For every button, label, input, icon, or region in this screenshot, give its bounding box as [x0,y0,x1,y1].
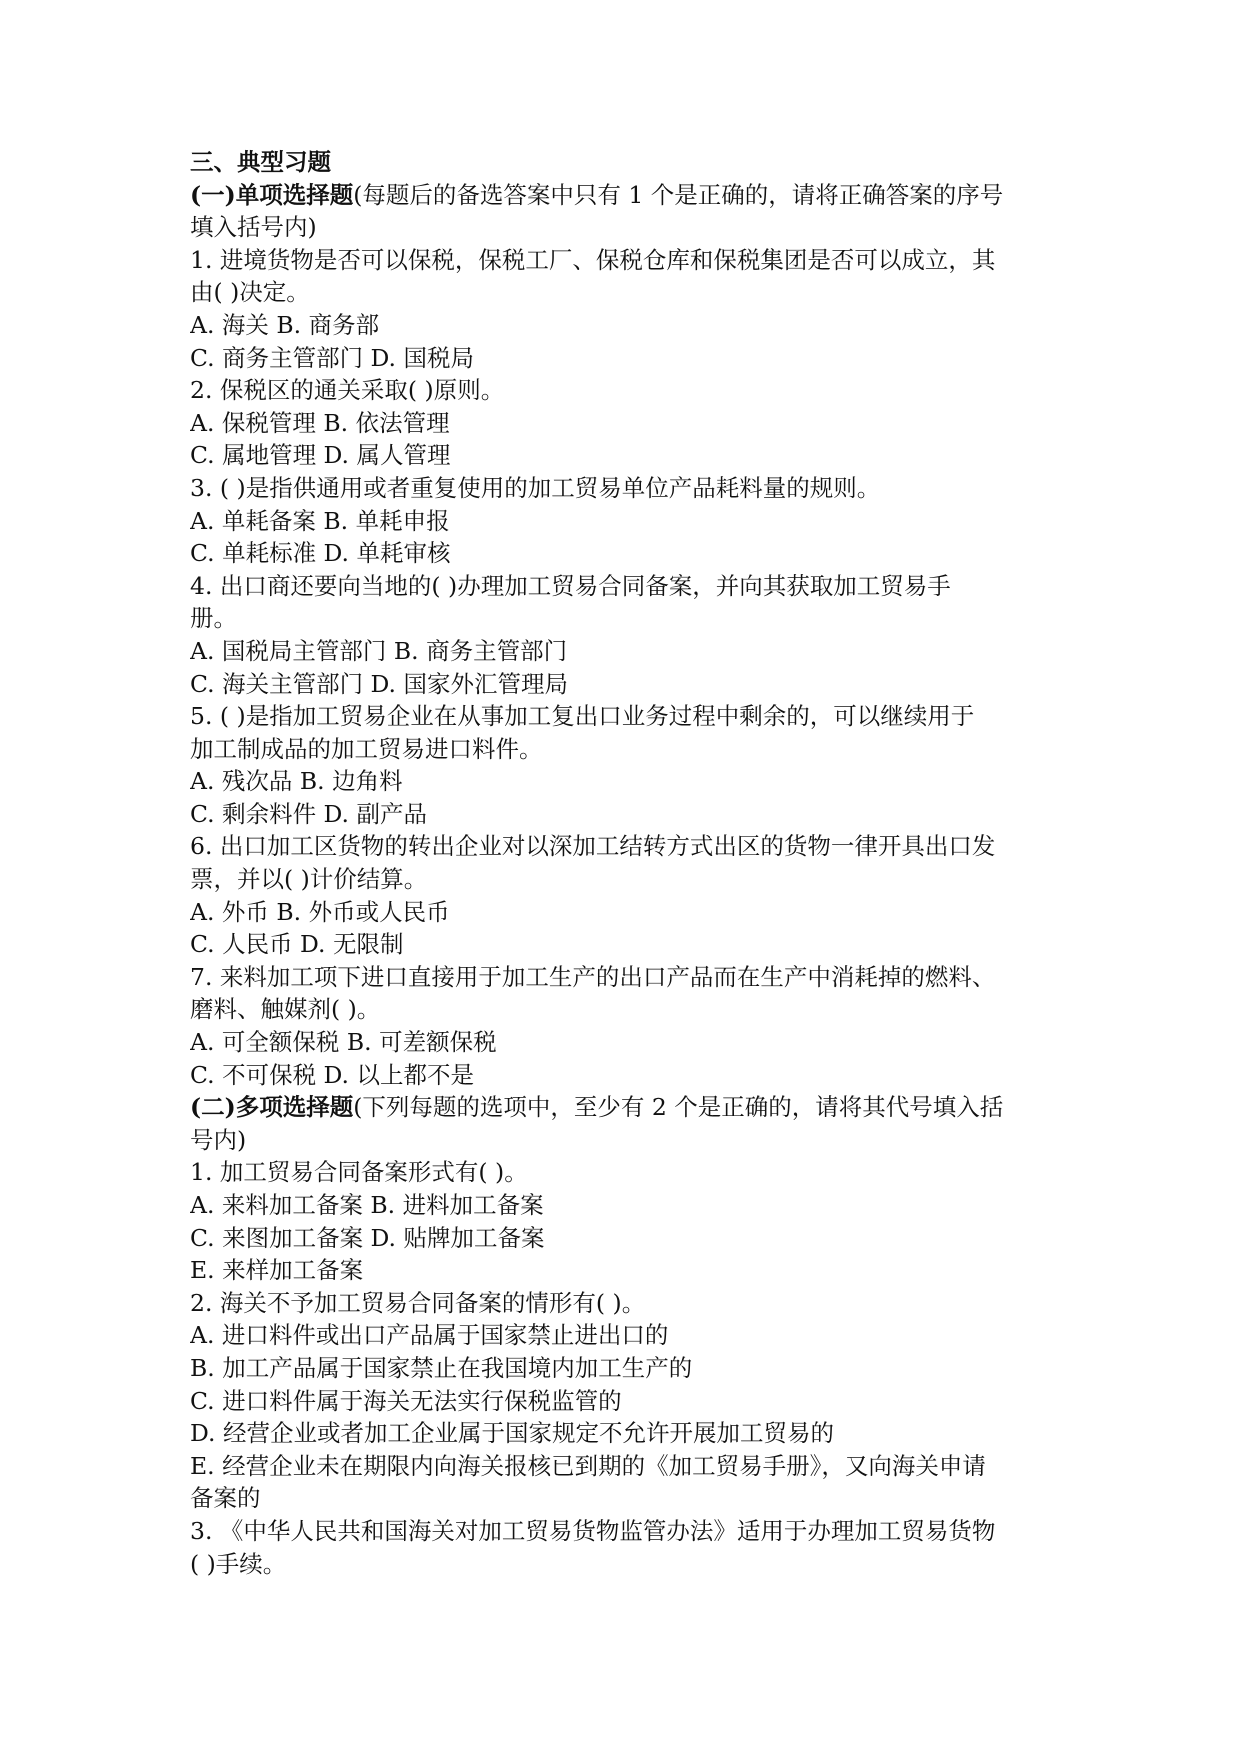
options-line: B. 加工产品属于国家禁止在我国境内加工生产的 [190,1353,693,1382]
document-page [190,146,1060,1580]
question-2: 2. 保税区的通关采取( )原则。 [190,376,505,405]
question-7: 7. 来料加工项下进口直接用于加工生产的出口产品而在生产中消耗掉的燃料、 [190,962,996,991]
question-6: 6. 出口加工区货物的转出企业对以深加工结转方式出区的货物一律开具出口发 [190,832,996,861]
options-line: C. 人民币 D. 无限制 [190,930,404,959]
options-line: A. 单耗备案 B. 单耗申报 [190,506,450,535]
question-3: 3. ( )是指供通用或者重复使用的加工贸易单位产品耗料量的规则。 [190,473,881,502]
options-line: A. 海关 B. 商务部 [190,310,380,339]
options-line: C. 商务主管部门 D. 国税局 [190,343,474,372]
section-heading: 三、典型习题 [190,148,331,176]
options-line: C. 进口料件属于海关无法实行保税监管的 [190,1386,622,1415]
subsection-heading-single-choice [190,179,1060,212]
options-line: C. 属地管理 D. 属人管理 [190,441,451,470]
question-3: 3. 《中华人民共和国海关对加工贸易货物监管办法》适用于办理加工贸易货物 [190,1516,996,1545]
options-line: C. 剩余料件 D. 副产品 [190,799,427,828]
text-line: 加工制成品的加工贸易进口料件。 [190,734,543,763]
subsection-instruction: (每题后的备选答案中只有 1 个是正确的，请将正确答案的序号 [353,180,1004,209]
text-line: 填入括号内) [190,213,317,242]
question-5: 5. ( )是指加工贸易企业在从事加工复出口业务过程中剩余的，可以继续用于 [190,702,975,731]
question-2: 2. 海关不予加工贸易合同备案的情形有( )。 [190,1288,646,1317]
options-line: A. 残次品 B. 边角料 [190,767,403,796]
subsection-title: (二)多项选择题 [190,1093,354,1122]
options-line: D. 经营企业或者加工企业属于国家规定不允许开展加工贸易的 [190,1419,834,1448]
options-line: E. 来样加工备案 [190,1256,364,1285]
question-1: 1. 加工贸易合同备案形式有( )。 [190,1158,528,1187]
text-line: 票，并以( )计价结算。 [190,865,428,894]
options-line: A. 可全额保税 B. 可差额保税 [190,1028,497,1057]
subsection-instruction: (下列每题的选项中，至少有 2 个是正确的，请将其代号填入括 [353,1093,1004,1122]
subsection-heading-multiple-choice [190,1091,1060,1124]
options-line: C. 单耗标准 D. 单耗审核 [190,539,451,568]
text-line: 磨料、触媒剂( )。 [190,995,381,1024]
options-line: C. 来图加工备案 D. 贴牌加工备案 [190,1223,545,1252]
options-line: A. 国税局主管部门 B. 商务主管部门 [190,636,568,665]
question-4: 4. 出口商还要向当地的( )办理加工贸易合同备案，并向其获取加工贸易手 [190,571,951,600]
options-line: A. 进口料件或出口产品属于国家禁止进出口的 [190,1321,669,1350]
question-1: 1. 进境货物是否可以保税，保税工厂、保税仓库和保税集团是否可以成立，其 [190,245,996,274]
text-line: 由( )决定。 [190,278,310,307]
options-line: C. 不可保税 D. 以上都不是 [190,1060,474,1089]
options-line: A. 来料加工备案 B. 进料加工备案 [190,1191,544,1219]
options-line: A. 外币 B. 外币或人民币 [190,897,450,926]
options-line: A. 保税管理 B. 依法管理 [190,408,450,437]
subsection-title: (一)单项选择题 [190,180,354,209]
text-line: 册。 [190,604,237,633]
text-line: ( )手续。 [190,1549,287,1578]
text-line: 号内) [190,1125,247,1154]
text-line: 备案的 [190,1484,261,1513]
options-line: E. 经营企业未在期限内向海关报核已到期的《加工贸易手册》，又向海关申请 [190,1451,986,1480]
options-line: C. 海关主管部门 D. 国家外汇管理局 [190,669,568,698]
